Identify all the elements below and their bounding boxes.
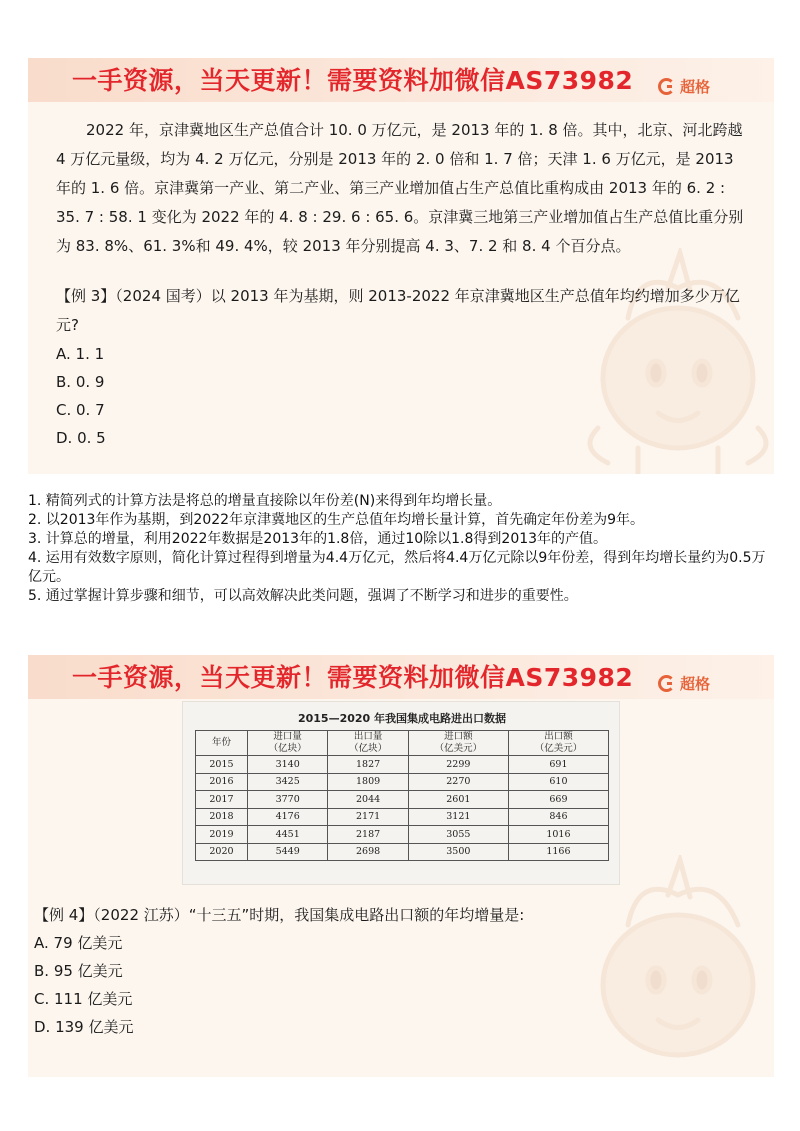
table-cell: 2018 (196, 808, 248, 826)
table-cell: 2017 (196, 791, 248, 809)
table-cell: 1166 (508, 843, 608, 861)
brand-name: 超格 (680, 675, 711, 693)
table-cell: 1809 (328, 773, 408, 791)
data-table-image (182, 701, 620, 885)
note-line: 4. 运用有效数字原则，简化计算过程得到增量为4.4万亿元，然后将4.4万亿元除以9年份差，得到年均增长量约为0.5万亿元。 (28, 550, 766, 585)
passage-text: 2022 年，京津冀地区生产总值合计 10. 0 万亿元，是 2013 年的 1. 8 倍。其中，北京、河北跨越 4 万亿元量级，均为 4. 2 万亿元，分别是 2013 年的 2. 0 倍和 1. 7 倍；天津 1. 6 万亿元，是 2013 年的 1. 6 倍。京津冀第一产业、第二产业、第三产业增加值占生产总值比重构成由 2013 年的 6. 2 : 35. 7 : 58. 1 变化为 2022 年的 4. 8 : 29. 6 : 65. 6。京津冀三地第三产业增加值占生产总值比重分别为 83. 8%、61. 3%和 49. 4%，较 2013 年分别提高 4. 3、7. 2 和 8. 4 个百分点。 (56, 121, 744, 255)
col-header: 进口量 （亿块） (247, 731, 327, 756)
question-4 (34, 901, 764, 1041)
table-cell: 3140 (247, 756, 327, 774)
brand-logo (658, 673, 710, 694)
option-d: D. 0. 5 (56, 429, 106, 447)
table-row (196, 773, 609, 791)
brand-g-icon (658, 78, 675, 95)
table-cell: 3121 (408, 808, 508, 826)
table-title: 2015—2020 年我国集成电路进出口数据 (297, 712, 507, 725)
brand-name: 超格 (680, 78, 711, 96)
data-table (195, 730, 609, 861)
option-d: D. 139 亿美元 (34, 1018, 134, 1036)
table-cell: 4176 (247, 808, 327, 826)
table-cell: 2015 (196, 756, 248, 774)
header-banner (28, 58, 774, 102)
table-row (196, 756, 609, 774)
explanation-notes (28, 492, 776, 606)
table-cell: 669 (508, 791, 608, 809)
note-line: 2. 以2013年作为基期，到2022年京津冀地区的生产总值年均增长量计算，首先确定年份差为9年。 (28, 512, 644, 528)
col-header: 进口额 （亿美元） (408, 731, 508, 756)
option-a: A. 1. 1 (56, 345, 105, 363)
banner-text: 一手资源，当天更新！需要资料加微信AS73982 (72, 66, 634, 95)
table-cell: 3425 (247, 773, 327, 791)
table-cell: 610 (508, 773, 608, 791)
table-cell: 5449 (247, 843, 327, 861)
table-row (196, 791, 609, 809)
col-header: 年份 (196, 731, 248, 756)
table-row (196, 843, 609, 861)
col-header: 出口额 （亿美元） (508, 731, 608, 756)
note-line: 3. 计算总的增量，利用2022年数据是2013年的1.8倍，通过10除以1.8得到2013年的产值。 (28, 531, 608, 547)
slide-card-2 (28, 655, 774, 1077)
table-header-row (196, 731, 609, 756)
table-row (196, 826, 609, 844)
table-cell: 2187 (328, 826, 408, 844)
note-line: 5. 通过掌握计算步骤和细节，可以高效解决此类问题，强调了不断学习和进步的重要性。 (28, 588, 578, 604)
table-cell: 2698 (328, 843, 408, 861)
table-cell: 2019 (196, 826, 248, 844)
table-cell: 2044 (328, 791, 408, 809)
table-cell: 2299 (408, 756, 508, 774)
slide-card-1 (28, 58, 774, 474)
table-cell: 1016 (508, 826, 608, 844)
option-b: B. 0. 9 (56, 373, 105, 391)
banner-text: 一手资源，当天更新！需要资料加微信AS73982 (72, 663, 634, 692)
table-cell: 2270 (408, 773, 508, 791)
header-banner (28, 655, 774, 699)
question-3-stem: 【例 3】（2024 国考）以 2013 年为基期，则 2013-2022 年京津冀地区生产总值年均约增加多少万亿元? (56, 287, 740, 334)
note-line: 1. 精简列式的计算方法是将总的增量直接除以年份差(N)来得到年均增长量。 (28, 493, 502, 509)
question-3 (56, 282, 752, 452)
table-cell: 4451 (247, 826, 327, 844)
table-cell: 2016 (196, 773, 248, 791)
option-b: B. 95 亿美元 (34, 962, 123, 980)
table-cell: 846 (508, 808, 608, 826)
table-cell: 1827 (328, 756, 408, 774)
table-cell: 691 (508, 756, 608, 774)
table-cell: 2171 (328, 808, 408, 826)
question-4-stem: 【例 4】（2022 江苏）“十三五”时期，我国集成电路出口额的年均增量是: (34, 906, 525, 924)
option-c: C. 0. 7 (56, 401, 105, 419)
table-cell: 3500 (408, 843, 508, 861)
brand-logo (658, 76, 710, 97)
brand-g-icon (658, 675, 675, 692)
table-cell: 2601 (408, 791, 508, 809)
table-cell: 2020 (196, 843, 248, 861)
table-cell: 3770 (247, 791, 327, 809)
table-row (196, 808, 609, 826)
table-cell: 3055 (408, 826, 508, 844)
option-c: C. 111 亿美元 (34, 990, 133, 1008)
option-a: A. 79 亿美元 (34, 934, 123, 952)
col-header: 出口量 （亿块） (328, 731, 408, 756)
